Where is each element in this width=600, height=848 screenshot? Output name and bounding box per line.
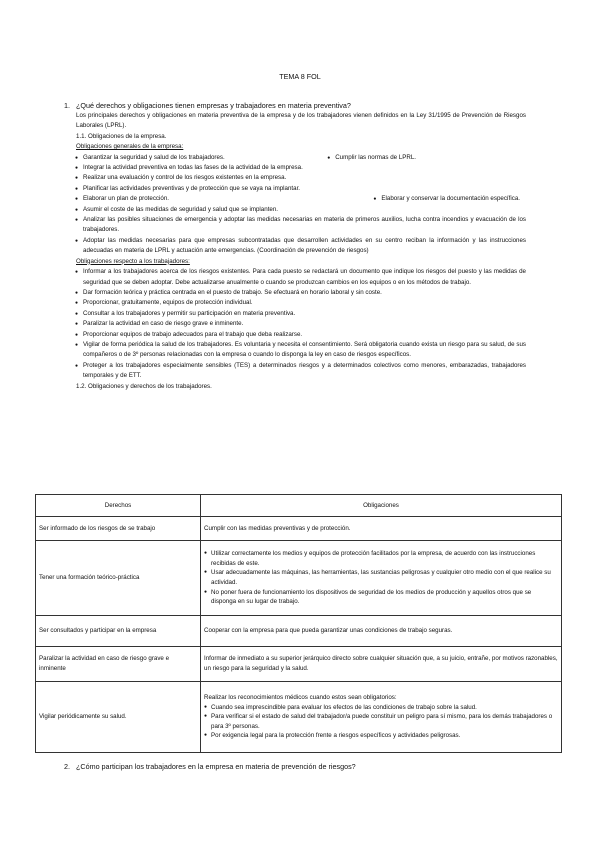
table-row	[36, 616, 562, 647]
header-obligaciones: Obligaciones	[201, 495, 562, 517]
list-item: ● Elaborar un plan de protección. ● Elaborar y conservar la documentación específica.	[76, 194, 526, 204]
question-1-text: ¿Qué derechos y obligaciones tienen empresas y trabajadores en materia preventiva?	[76, 101, 351, 110]
right-cell: Vigilar periódicamente su salud.	[36, 682, 201, 753]
list-item: ● No poner fuera de funcionamiento los dispositivos de seguridad de los medios de producción y aquellos otros que se disponga en su lugar de trabajo.	[204, 588, 558, 607]
right-cell: Tener una formación teórico-práctica	[36, 541, 201, 616]
list-item: ● Cuando sea imprescindible para evaluar los efectos de las condiciones de trabajo sobre la salud.	[204, 703, 558, 713]
obligation-cell	[201, 541, 562, 616]
list-item: ● Por exigencia legal para la protección frente a riesgos específicos y actividades peligrosas.	[204, 731, 558, 741]
table-header-row	[36, 495, 562, 517]
question-1-body	[76, 111, 526, 392]
header-derechos: Derechos	[36, 495, 201, 517]
list-item: ● Consultar a los trabajadores y permitir su participación en materia preventiva.	[76, 309, 526, 319]
document-title: TEMA 8 FOL	[279, 72, 321, 81]
general-obligations-heading: Obligaciones generales de la empresa:	[76, 143, 184, 151]
list-item: ● Garantizar la seguridad y salud de los trabajadores. ● Cumplir las normas de LPRL.	[76, 153, 526, 163]
right-cell: Paralizar la actividad en caso de riesgo grave e inminente	[36, 647, 201, 682]
right-cell: Ser informado de los riesgos de se trabajo	[36, 517, 201, 541]
list-item: ● Vigilar de forma periódica la salud de los trabajadores. Es voluntaria y necesita el consentimiento. Será obligatoria cuando exista un riesgo para su salud, de sus compañeros o de 3º personas relacionadas con la empresa o cuando lo disponga la ley en caso de riesgos específicos.	[76, 340, 526, 361]
worker-obligations-list	[76, 267, 526, 381]
obligation-cell: Cumplir con las medidas preventivas y de protección.	[201, 517, 562, 541]
list-item: ● Integrar la actividad preventiva en todas las fases de la actividad de la empresa.	[76, 163, 526, 173]
list-item: ● Proteger a los trabajadores especialmente sensibles (TES) a determinados riesgos y a determinados colectivos como menores, embarazadas, trabajadores temporales y de ETT.	[76, 361, 526, 382]
obligation-cell	[201, 682, 562, 753]
question-2-number: 2.	[64, 762, 70, 771]
table-row	[36, 647, 562, 682]
table-row	[36, 541, 562, 616]
obligation-cell: Informar de inmediato a su superior jerárquico directo sobre cualquier situación que, a su juicio, entrañe, por motivos razonables, un riesgo para la seguridad y la salud.	[201, 647, 562, 682]
list-item: ● Dar formación teórica y práctica centrada en el puesto de trabajo. Se efectuará en horario laboral y sin coste.	[76, 288, 526, 298]
general-obligations-list	[76, 153, 526, 257]
list-item: ● Utilizar correctamente los medios y equipos de protección facilitados por la empresa, de acuerdo con las instrucciones recibidas de este.	[204, 549, 558, 568]
section-1-2-heading: 1.2. Obligaciones y derechos de los trabajadores.	[76, 382, 212, 390]
section-1-1-heading: 1.1. Obligaciones de la empresa.	[76, 132, 167, 140]
table-row	[36, 517, 562, 541]
list-item: ● Informar a los trabajadores acerca de los riesgos existentes. Para cada puesto se redactará un documento que indique los riesgos del puesto y las medidas de seguridad que se deben adoptar. Debe actualizarse anualmente o cuando se produzcan cambios en los equipos o en los métodos de trabajo.	[76, 267, 526, 288]
question-1-number: 1.	[64, 101, 70, 110]
table-row	[36, 682, 562, 753]
rights-obligations-table	[35, 494, 562, 753]
list-item: ● Proporcionar equipos de trabajo adecuados para el trabajo que deba realizarse.	[76, 330, 526, 340]
question-2-text: ¿Cómo participan los trabajadores en la empresa en materia de prevención de riesgos?	[76, 762, 356, 771]
list-item: ● Proporcionar, gratuitamente, equipos de protección individual.	[76, 298, 526, 308]
list-item: ● Realizar una evaluación y control de los riesgos existentes en la empresa.	[76, 173, 526, 183]
list-item: ● Paralizar la actividad en caso de riesgo grave e inminente.	[76, 319, 526, 329]
list-item: ● Analizar las posibles situaciones de emergencia y adoptar las medidas necesarias en materia de primeros auxilios, lucha contra incendios y evacuación de los trabajadores.	[76, 215, 526, 236]
list-item: ● Para verificar si el estado de salud del trabajador/a puede constituir un peligro para sí mismo, para los demás trabajadores o para 3º personas.	[204, 712, 558, 731]
list-item: ● Usar adecuadamente las máquinas, las herramientas, las sustancias peligrosas y cualquier otro medio con el que realice su actividad.	[204, 568, 558, 587]
intro-paragraph: Los principales derechos y obligaciones en materia preventiva de la empresa y de los trabajadores vienen definidos en la Ley 31/1995 de Prevención de Riesgos Laborales (LPRL).	[76, 112, 526, 130]
cell-intro: Realizar los reconocimientos médicos cuando estos sean obligatorios:	[204, 694, 397, 702]
obligation-cell: Cooperar con la empresa para que pueda garantizar unas condiciones de trabajo seguras.	[201, 616, 562, 647]
worker-obligations-heading: Obligaciones respecto a los trabajadores:	[76, 257, 190, 265]
list-item: ● Planificar las actividades preventivas y de protección que se vaya na implantar.	[76, 184, 526, 194]
list-item: ● Asumir el coste de las medidas de seguridad y salud que se implanten.	[76, 205, 526, 215]
list-item: ● Adoptar las medidas necesarias para que empresas subcontratadas que desarrollen actividades en su centro reciban la información y las instrucciones adecuadas en materia de LPRL y actuación ante emergencias. (Coordinación de prevención de riesgos)	[76, 236, 526, 257]
right-cell: Ser consultados y participar en la empresa	[36, 616, 201, 647]
